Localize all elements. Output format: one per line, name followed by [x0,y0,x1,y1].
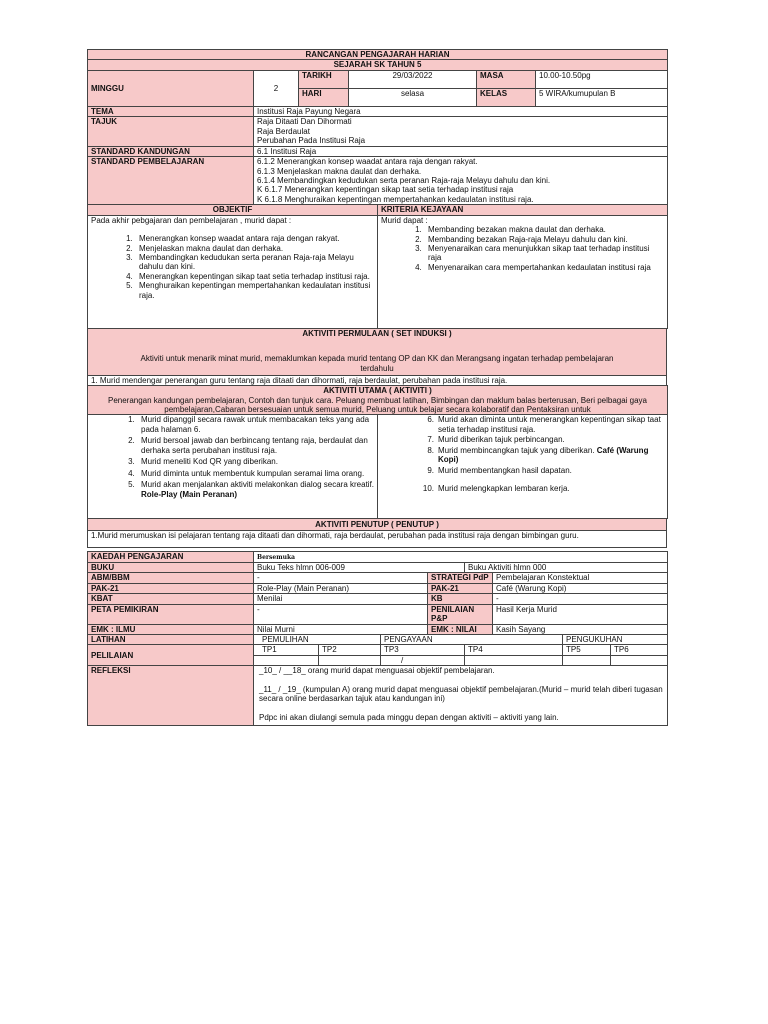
pelilaian-label: PELILAIAN [88,645,254,666]
penilaian-value: Hasil Kerja Murid [493,604,668,624]
list-item: 4. Menerangkan kepentingan sikap taat setia terhadap institusi raja. [135,272,374,281]
list-item: 2. Murid bersoal jawab dan berbincang tentang raja, berdaulat dan derhaka serta perubahan institusi raja. [137,436,374,455]
penilaian-label: PENILAIAN P&P [428,604,493,624]
strategi-label: STRATEGI PdP [428,573,493,583]
pak21-value-2: Café (Warung Kopi) [493,583,668,593]
kelas-value: 5 WIRA/kumupulan B [536,88,668,106]
kb-label: KB [428,594,493,604]
pak21-label-2: PAK-21 [428,583,493,593]
utama-left-cell [88,415,378,519]
hari-value: selasa [349,88,477,106]
list-item: 3. Menyenaraikan cara menunjukkan sikap taat terhadap institusi raja [424,244,664,263]
tp4-mark [465,655,563,665]
document-subtitle: SEJARAH SK TAHUN 5 [88,60,668,70]
refleksi-cell [254,666,668,726]
document-title: RANCANGAN PENGAJARAH HARIAN [88,50,668,60]
tp4-cell: TP4 [465,645,563,655]
list-item: 9. Murid membentangkan hasil dapatan. [427,465,572,475]
list-item: 2. Membanding bezakan Raja-raja Melayu dahulu dan kini. [424,235,664,244]
kelas-label: KELAS [477,88,536,106]
abm-value: - [254,573,428,583]
kriteria-heading: KRITERIA KEJAYAAN [378,205,668,215]
refleksi-line-3: Pdpc ini akan diulangi semula pada minggu depan dengan aktiviti – aktiviti yang lain. [259,712,559,722]
objektif-list [91,234,374,300]
pengayaan-cell: PENGAYAAN [381,634,563,644]
utama-description: Penerangan kandungan pembelajaran, Contoh dan tunjuk cara. Peluang membuat latihan, Bimbingan dan maklum balas berterusan, Beri pelbagai gaya pembelajaran,Cabaran bersesuaian untuk semua murid, Peluang untuk belajar secara kolaboratif dan Pentaksiran untuk [107,395,648,414]
kriteria-cell [378,215,668,328]
list-item: 1. Menerangkan konsep waadat antara raja dengan rakyat. [135,234,374,243]
pengukuhan-cell: PENGUKUHAN [563,634,668,644]
objektif-cell [88,215,378,328]
refleksi-line-2: _11_ / _19_ (kumpulan A) orang murid dapat menguasai objektif pembelajaran.(Murid – murid telah diberi tugasan secara online berdasarkan tajuk atau kandungan ini) [259,684,663,704]
pak21-label: PAK-21 [88,583,254,593]
tajuk-line: Raja Berdaulat [257,126,310,136]
latihan-label: LATIHAN [88,634,254,644]
minggu-value: 2 [254,70,299,106]
masa-label: MASA [477,70,536,88]
refleksi-label: REFLEKSI [88,666,254,726]
utama-header-cell [88,386,668,415]
peta-label: PETA PEMIKIRAN [88,604,254,624]
kaedah-value: Bersemuka [254,552,668,562]
buku-label: BUKU [88,562,254,572]
tp3-mark [381,655,465,665]
penutup-table [87,518,667,548]
list-item: 5. Menghuraikan kepentingan mempertahankan kedaulatan institusi raja. [135,281,374,300]
tp3-cell: TP3 [381,645,465,655]
utama-heading: AKTIVITI UTAMA ( AKTIVITI ) [323,386,432,396]
tp2-cell: TP2 [319,645,381,655]
list-item: 7. Murid diberikan tajuk perbincangan. [427,435,565,445]
strategi-value: Pembelajaran Konstektual [493,573,668,583]
tp3-mark-text: / [401,655,404,665]
peta-value: - [254,604,428,624]
tp5-cell: TP5 [563,645,611,655]
pak21-value: Role-Play (Main Peranan) [254,583,428,593]
masa-value: 10.00-10.50pg [536,70,668,88]
standard-pembelajaran-value [254,157,668,205]
bottom-table [87,551,668,726]
tp6-cell: TP6 [611,645,668,655]
standard-pembelajaran-label: STANDARD PEMBELAJARAN [88,157,254,205]
hari-label: HARI [299,88,349,106]
kb-value: - [493,594,668,604]
utama-left-list [91,415,374,499]
list-item: 6. Murid akan diminta untuk menerangkan kepentingan sikap taat setia terhadap institusi raja. [427,415,661,434]
emk-nilai-value: Kasih Sayang [493,624,668,634]
permulaan-description: Aktiviti untuk menarik minat murid, memaklumkan kepada murid tentang OP dan KK dan Merangsang ingatan terhadap pembelajaran terdahulu [140,354,614,373]
utama-table [87,385,668,519]
tajuk-value [254,117,668,146]
tarikh-label: TARIKH [299,70,349,88]
minggu-label: MINGGU [88,70,254,106]
kriteria-list [381,225,664,272]
tema-value: Institusi Raja Payung Negara [254,106,668,116]
kbat-label: KBAT [88,594,254,604]
sp-line: 6.1.4 Membandingkan kedudukan serta peranan Raja-raja Melayu dahulu dan kini. [257,175,551,185]
standard-table [87,106,668,205]
emk-ilmu-label: EMK : ILMU [88,624,254,634]
list-item: 4. Menyenaraikan cara mempertahankan kedaulatan institusi raja [424,263,664,272]
buku-value-aktiviti: Buku Aktiviti hlmn 000 [465,562,668,572]
tema-label: TEMA [88,106,254,116]
list-item: 3. Membandingkan kedudukan serta peranan Raja-raja Melayu dahulu dan kini. [135,253,374,272]
tp1-cell: TP1 [254,645,319,655]
buku-value-teks: Buku Teks hlmn 006-009 [254,562,465,572]
header-table [87,49,668,107]
sp-line: 6.1.3 Menjelaskan makna daulat dan derhaka. [257,166,422,176]
objektif-heading: OBJEKTIF [88,205,378,215]
list-item: 5. Murid akan menjalankan aktiviti melakonkan dialog secara kreatif. Role-Play (Main Peranan) [137,480,374,499]
tp1-mark [254,655,319,665]
utama-right-cell [378,415,668,519]
sp-line: 6.1.2 Menerangkan konsep waadat antara raja dengan rakyat. [257,157,478,167]
tp2-mark [319,655,381,665]
sp-line: K 6.1.8 Menghuraikan kepentingan mempertahankan kedaulatan institusi raja. [257,194,534,204]
pemulihan-cell: PEMULIHAN [254,634,381,644]
refleksi-line-1: _10_ / __18_ orang murid dapat menguasai objektif pembelajaran. [259,666,495,676]
list-item: 4. Murid diminta untuk membentuk kumpulan seramai lima orang. [137,469,374,478]
abm-label: ABM/BBM [88,573,254,583]
permulaan-table [87,328,667,386]
list-item: 3. Murid meneliti Kod QR yang diberikan. [137,457,374,466]
permulaan-heading: AKTIVITI PERMULAAN ( SET INDUKSI ) [302,328,452,338]
penutup-heading: AKTIVITI PENUTUP ( PENUTUP ) [88,519,667,531]
sp-line: K 6.1.7 Menerangkan kepentingan sikap taat setia terhadap institusi raja [257,185,514,195]
permulaan-activity: 1. Murid mendengar penerangan guru tentang raja ditaati dan dihormati, raja berdaulat, perubahan pada institusi raja. [88,375,667,385]
lesson-plan-document [87,49,667,726]
list-item: 10. Murid melengkapkan lembaran kerja. [422,484,570,494]
penutup-activity: 1.Murid merumuskan isi pelajaran tentang raja ditaati dan dihormati, raja berdaulat, perubahan pada institusi raja dengan bimbingan guru. [88,531,667,548]
kaedah-label: KAEDAH PENGAJARAN [88,552,254,562]
objektif-table [87,204,668,328]
tp6-mark [611,655,668,665]
list-item: 8. Murid membincangkan tajuk yang diberikan. Café (Warung Kopi) [427,445,649,465]
emk-ilmu-value: Nilai Murni [254,624,428,634]
tajuk-label: TAJUK [88,117,254,146]
tarikh-value: 29/03/2022 [349,70,477,88]
kriteria-intro: Murid dapat : [381,215,428,225]
emk-nilai-label: EMK : NILAI [428,624,493,634]
list-item: 2. Menjelaskan makna daulat dan derhaka. [135,244,374,253]
objektif-intro: Pada akhir pebgajaran dan pembelajaran , murid dapat : [91,215,292,225]
list-item: 1. Murid dipanggil secara rawak untuk membacakan teks yang ada pada halaman 6. [137,415,374,434]
tajuk-line: Perubahan Pada Institusi Raja [257,136,366,146]
standard-kandungan-label: STANDARD KANDUNGAN [88,146,254,156]
tajuk-line: Raja Ditaati Dan Dihormati [257,117,352,127]
kbat-value: Menilai [254,594,428,604]
standard-kandungan-value: 6.1 Institusi Raja [254,146,668,156]
list-item: 1. Membanding bezakan makna daulat dan derhaka. [424,225,664,234]
tp5-mark [563,655,611,665]
permulaan-header-cell [88,328,667,375]
